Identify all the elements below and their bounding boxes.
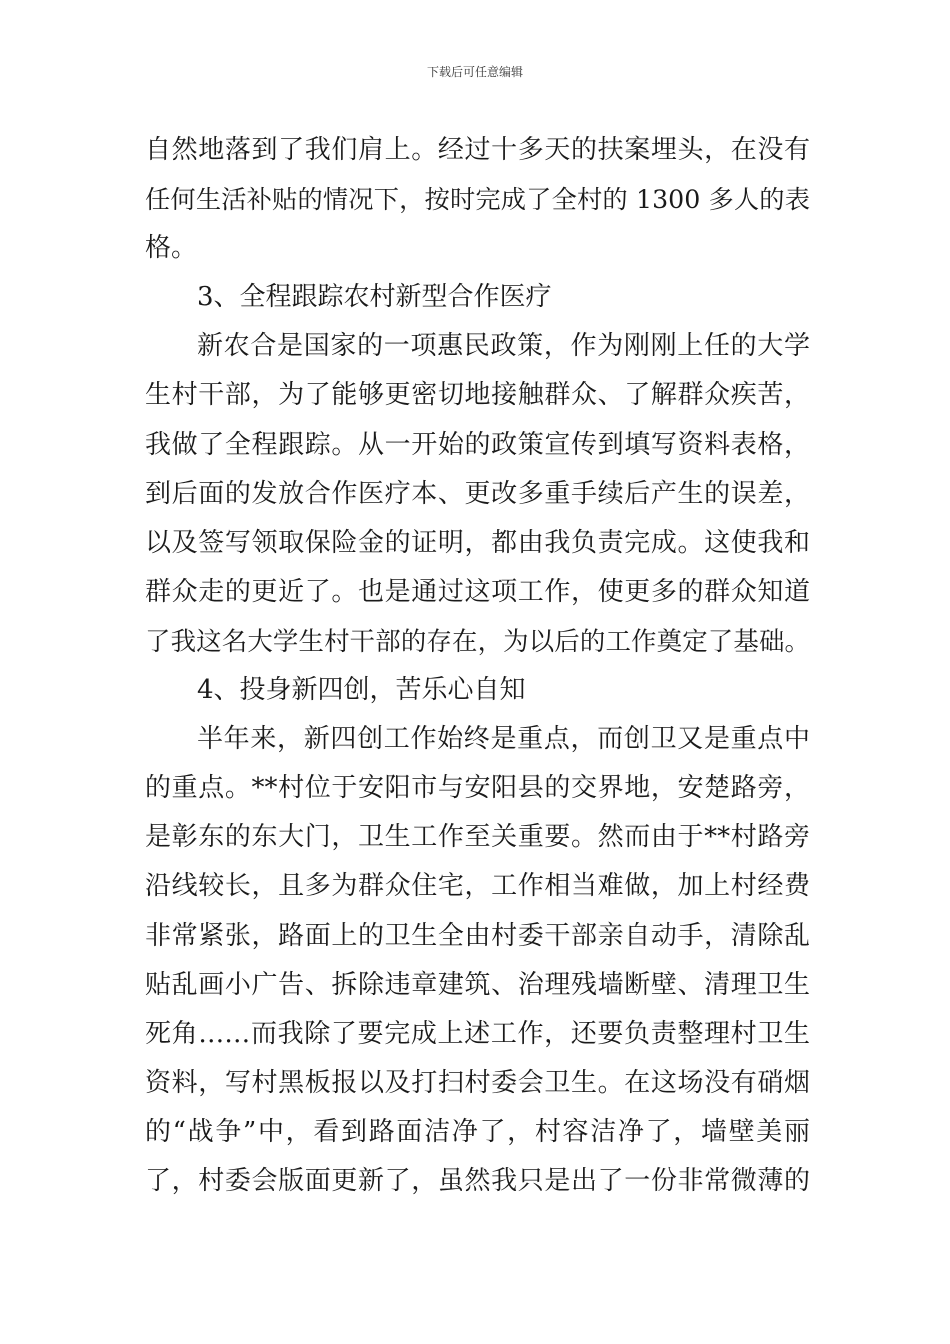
paragraph-line: 了，村委会版面更新了，虽然我只是出了一份非常微薄的: [145, 1165, 810, 1196]
paragraph-line: 群众走的更近了。也是通过这项工作，使更多的群众知道: [145, 576, 810, 607]
paragraph-line: 格。: [145, 233, 198, 264]
paragraph-line: 是彰东的东大门，卫生工作至关重要。然而由于**村路旁: [145, 822, 810, 853]
document-body: [145, 126, 810, 1206]
page-header: 下载后可任意编辑: [426, 65, 523, 79]
paragraph-line: 沿线较长，且多为群众住宅，工作相当难做，加上村经费: [145, 871, 810, 902]
paragraph-line: 半年来，新四创工作始终是重点，而创卫又是重点中: [197, 724, 810, 755]
paragraph-line: 以及签写领取保险金的证明，都由我负责完成。这使我和: [145, 527, 810, 558]
paragraph-line: 的重点。**村位于安阳市与安阳县的交界地，安楚路旁，: [145, 773, 810, 804]
paragraph-line: 非常紧张，路面上的卫生全由村委干部亲自动手，清除乱: [145, 920, 810, 951]
paragraph-line: 到后面的发放合作医疗本、更改多重手续后产生的误差，: [145, 478, 810, 509]
paragraph-line: 的“战争”中，看到路面洁净了，村容洁净了，墙壁美丽: [145, 1116, 810, 1147]
paragraph-line: 资料，写村黑板报以及打扫村委会卫生。在这场没有硝烟: [145, 1067, 810, 1098]
paragraph-line: 新农合是国家的一项惠民政策，作为刚刚上任的大学: [197, 331, 810, 362]
paragraph-line: 我做了全程跟踪。从一开始的政策宣传到填写资料表格，: [145, 429, 810, 460]
paragraph-line: 了我这名大学生村干部的存在，为以后的工作奠定了基础。: [145, 625, 810, 656]
paragraph-line: 死角……而我除了要完成上述工作，还要负责整理村卫生: [145, 1018, 810, 1049]
paragraph-line: 自然地落到了我们肩上。经过十多天的扶案埋头，在没有: [145, 135, 810, 165]
paragraph-line: 任何生活补贴的情况下，按时完成了全村的 1300 多人的表: [145, 185, 810, 215]
paragraph-line: 生村干部，为了能够更密切地接触群众、了解群众疾苦，: [145, 380, 810, 411]
section-heading: 4、投身新四创，苦乐心自知: [197, 675, 526, 706]
section-heading: 3、全程跟踪农村新型合作医疗: [197, 282, 552, 313]
paragraph-line: 贴乱画小广告、拆除违章建筑、治理残墙断壁、清理卫生: [145, 969, 810, 1000]
